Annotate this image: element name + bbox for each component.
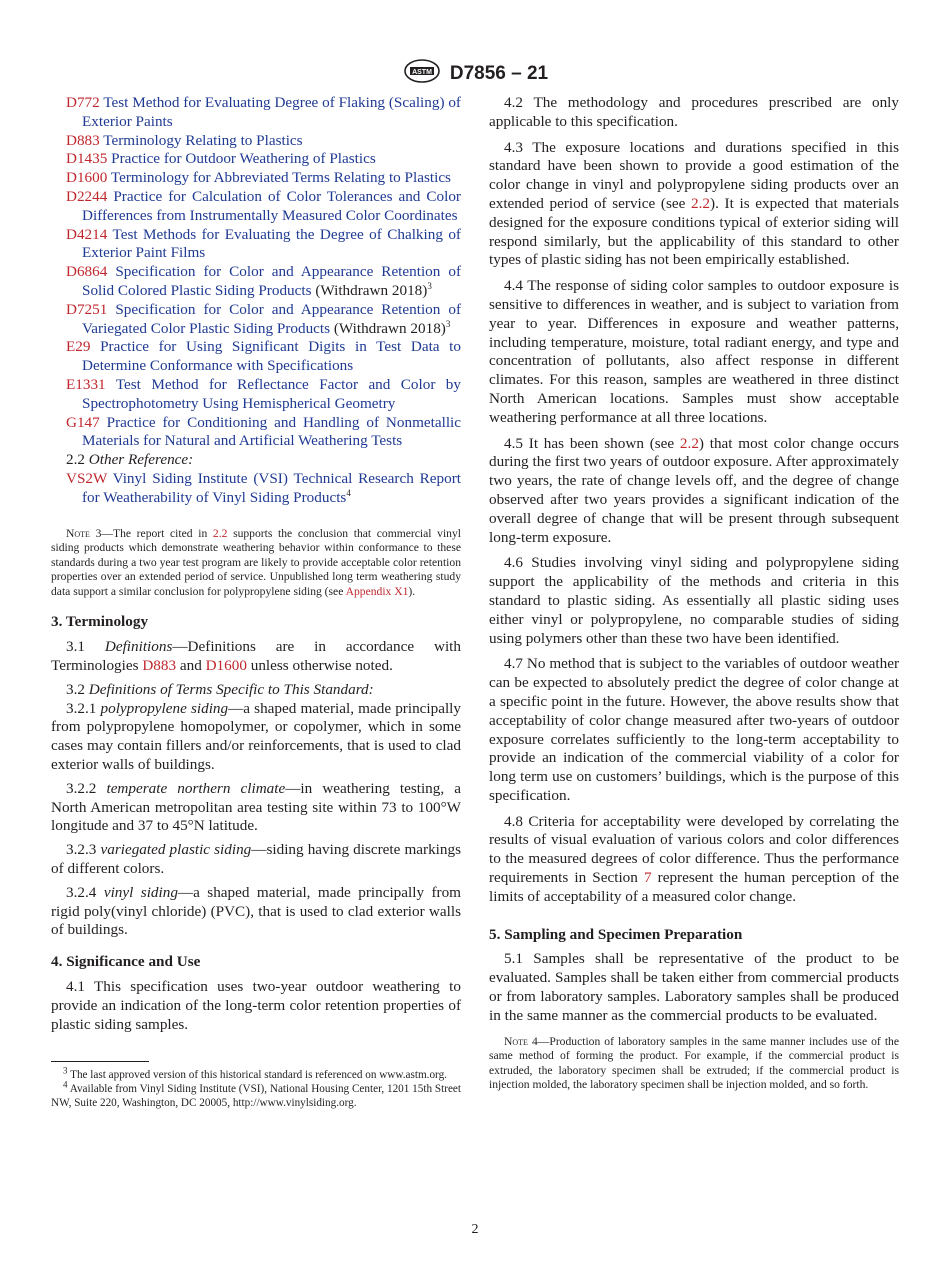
page-number: 2	[471, 1222, 479, 1237]
reference-code[interactable]: D7251	[66, 300, 108, 318]
reference-code[interactable]: D6864	[66, 263, 108, 281]
footnote: $^4$ Available from Vinyl Siding Institute (VSI), National Housing Center, 1201 15th Street NW, Suite 220, Washington, DC 20005, http://www.vinylsiding.org.	[51, 1079, 461, 1110]
reference-suffix: (Withdrawn 2018)	[330, 319, 446, 337]
left-column	[51, 94, 461, 1110]
definition-3-2-2: 3.2.2 temperate northern climate—in weathering testing, a North American metropolitan area testing site within 73 to 100°W longitude and 37 to 45°N latitude.	[51, 779, 461, 835]
reference-title[interactable]: Specification for Color and Appearance Retention of Variegated Color Plastic Siding Products	[82, 300, 461, 337]
reference-title[interactable]: Test Methods for Evaluating the Degree of Chalking of Exterior Paint Films	[82, 225, 461, 262]
reference-item[interactable]	[51, 169, 461, 188]
paragraph-4-2: 4.2 The methodology and procedures prescribed are only applicable to this specification.	[489, 94, 899, 130]
reference-title[interactable]: Practice for Outdoor Weathering of Plastics	[111, 150, 376, 168]
paragraph-4-8: 4.8 Criteria for acceptability were developed by correlating the results of visual evaluation of various colors and color differences to the measured degrees of color difference. Thus the performance requirements in Section 7 represent the human perception of the limits of acceptability of a measured color change.	[489, 812, 899, 905]
reference-item[interactable]	[51, 94, 461, 132]
section-link[interactable]: 7	[643, 869, 652, 887]
reference-suffix: (Withdrawn 2018)	[311, 281, 428, 299]
reference-item[interactable]	[51, 414, 461, 452]
reference-title: Vinyl Siding Institute (VSI) Technical Research Report for Weatherability of Vinyl Siding Products	[82, 469, 461, 506]
reference-title[interactable]: Practice for Calculation of Color Tolerances and Color Differences from Instrumentally Measured Color Coordinates	[82, 187, 461, 224]
note-3: Note 3—The report cited in 2.2 supports the conclusion that commercial vinyl siding products which demonstrate weathering behavior within conformance to these standards during a two year test program are likely to provide acceptable color retention properties over an extended period of service. Unpublished long term weathering study data support a similar conclusion for polypropylene siding (see Appendix X1).	[51, 526, 461, 598]
ref-link[interactable]: D883	[142, 657, 177, 675]
reference-title[interactable]: Test Method for Evaluating Degree of Flaking (Scaling) of Exterior Paints	[82, 94, 461, 130]
paragraph-3-1: 3.1 Definitions—Definitions are in accordance with Terminologies D883 and D1600 unless otherwise noted.	[51, 638, 461, 675]
reference-code[interactable]: D2244	[66, 187, 108, 205]
paragraph-4-1: 4.1 This specification uses two-year outdoor weathering to provide an indication of the long-term color retention properties of plastic siding samples.	[51, 978, 461, 1033]
section-link[interactable]: 2.2	[212, 526, 228, 540]
footnote-marker: 3	[427, 280, 432, 291]
page-header	[0, 58, 950, 89]
paragraph-5-1: 5.1 Samples shall be representative of the product to be evaluated. Samples shall be taken either from commercial products or from laboratory samples. Laboratory samples shall be produced in the same manner as the commercial products to be evaluated.	[489, 950, 899, 1024]
reference-title[interactable]: Terminology for Abbreviated Terms Relating to Plastics	[110, 169, 451, 187]
reference-title[interactable]: Practice for Conditioning and Handling of Nonmetallic Materials for Natural and Artificial Weathering Tests	[82, 413, 462, 450]
reference-code[interactable]: E29	[66, 338, 91, 356]
section-3-heading: 3. Terminology	[51, 612, 149, 630]
footnotes	[51, 1065, 461, 1110]
paragraph-4-6: 4.6 Studies involving vinyl siding and polypropylene siding support the applicability of the methods and criteria in this standard to plastic siding. As essentially all plastic siding uses either vinyl or polypropylene, no comparable studies of siding using polymers other than these two have been identified.	[489, 554, 899, 647]
footnote-marker: 3	[445, 318, 451, 329]
definition-3-2-3: 3.2.3 variegated plastic siding—siding having discrete markings of different colors.	[51, 841, 462, 878]
astm-logo-icon	[402, 58, 442, 89]
reference-code[interactable]: D883	[66, 131, 100, 149]
reference-item-vs2w[interactable]: VS2W Vinyl Siding Institute (VSI) Technical Research Report for Weatherability of Vinyl Siding Products$^4$	[66, 469, 461, 506]
reference-title[interactable]: Test Method for Reflectance Factor and Color by Spectrophotometry Using Hemispherical Geometry	[82, 375, 461, 412]
reference-item[interactable]	[51, 226, 461, 264]
section-4-heading: 4. Significance and Use	[51, 953, 201, 971]
reference-title[interactable]: Specification for Color and Appearance Retention of Solid Colored Plastic Siding Products	[82, 263, 461, 299]
reference-item[interactable]	[51, 150, 461, 169]
reference-list	[51, 94, 461, 451]
paragraph-4-7: 4.7 No method that is subject to the variables of outdoor weather can be expected to absolutely predict the degree of color change at a specific point in the future. However, the above results show that acceptability of color change measured after two-years of outdoor exposure correlates sufficiently to the long-term acceptability to provide an indication of the commercial viability of a color for long term use on customers’ buildings, which is the purpose of this specification.	[489, 655, 899, 804]
reference-item[interactable]	[51, 376, 461, 414]
section-link[interactable]: 2.2	[679, 434, 699, 452]
reference-title[interactable]: Practice for Using Significant Digits in Test Data to Determine Conformance with Specifications	[82, 338, 461, 375]
reference-item[interactable]	[51, 132, 461, 151]
paragraph-3-2: 3.2 Definitions of Terms Specific to This Standard:	[66, 680, 374, 698]
reference-item[interactable]	[51, 301, 461, 339]
reference-item[interactable]	[51, 263, 461, 301]
note-4: Note 4—Production of laboratory samples in the same manner includes use of the same method of forming the product. For example, if the commercial product is extruded, the laboratory specimen shall be extruded; if the commercial product is injection molded, the laboratory specimen shall be injection molded, and so forth.	[489, 1034, 899, 1092]
section-link[interactable]: 2.2	[691, 194, 711, 212]
reference-code[interactable]: D1435	[66, 150, 108, 168]
reference-code[interactable]: D1600	[66, 169, 108, 187]
reference-code[interactable]: D772	[66, 94, 100, 111]
logo-text: ASTM	[411, 69, 432, 76]
reference-item[interactable]	[51, 188, 461, 226]
reference-code[interactable]: E1331	[66, 375, 106, 393]
definition-3-2-4: 3.2.4 vinyl siding—a shaped material, made principally from rigid poly(vinyl chloride) (PVC), that is used to clad exterior walls of buildings.	[51, 883, 461, 939]
paragraph-4-3: 4.3 The exposure locations and durations specified in this standard have been shown to provide a good estimation of the color change in vinyl and polypropylene siding products over an extended period of service (see 2.2). It is expected that materials designed for the exposure conditions typical of exterior siding will respond similarly, but the applicability of this standard to other types of plastic siding has not been empirically established.	[489, 138, 899, 269]
reference-code: VS2W	[66, 469, 108, 487]
appendix-link[interactable]: Appendix X1	[345, 584, 409, 598]
ref-link[interactable]: D1600	[205, 657, 247, 675]
paragraph-4-4: 4.4 The response of siding color samples to outdoor exposure is sensitive to differences in weather, and is subject to variation from year to year. Differences in exposure and weather patterns, including temperature, moisture, total radiant energy, and type and concentration of pollutants, also affect response in different climates. For this reason, samples are weathered in three distinct North American locations. Samples must show acceptable weathering performance at all three locations.	[489, 277, 899, 426]
footnote-rule	[51, 1061, 461, 1062]
reference-item[interactable]	[51, 338, 461, 376]
paragraph-4-5: 4.5 It has been shown (see 2.2) that most color change occurs during the first two years of outdoor exposure. After approximately two years, the rate of change levels off, and the degree of change observed after two years provides a significant indication of the overall degree of change that will be present through subsequent long-term exposure.	[489, 434, 899, 546]
designation: D7856 – 21	[449, 62, 549, 84]
reference-title[interactable]: Terminology Relating to Plastics	[103, 131, 303, 149]
right-column	[489, 94, 899, 1093]
section-5-heading: 5. Sampling and Specimen Preparation	[489, 925, 743, 943]
other-reference-heading: 2.2 Other Reference:	[66, 451, 194, 469]
footnote: $^3$ The last approved version of this historical standard is referenced on www.astm.org.	[63, 1065, 447, 1082]
reference-code[interactable]: D4214	[66, 225, 108, 243]
definition-3-2-1: 3.2.1 polypropylene siding—a shaped material, made principally from polypropylene homopolymer, or copolymer, which in some cases may contain fillers and/or reinforcements, that is used to clad exterior walls of buildings.	[51, 699, 461, 774]
reference-code[interactable]: G147	[66, 413, 100, 431]
